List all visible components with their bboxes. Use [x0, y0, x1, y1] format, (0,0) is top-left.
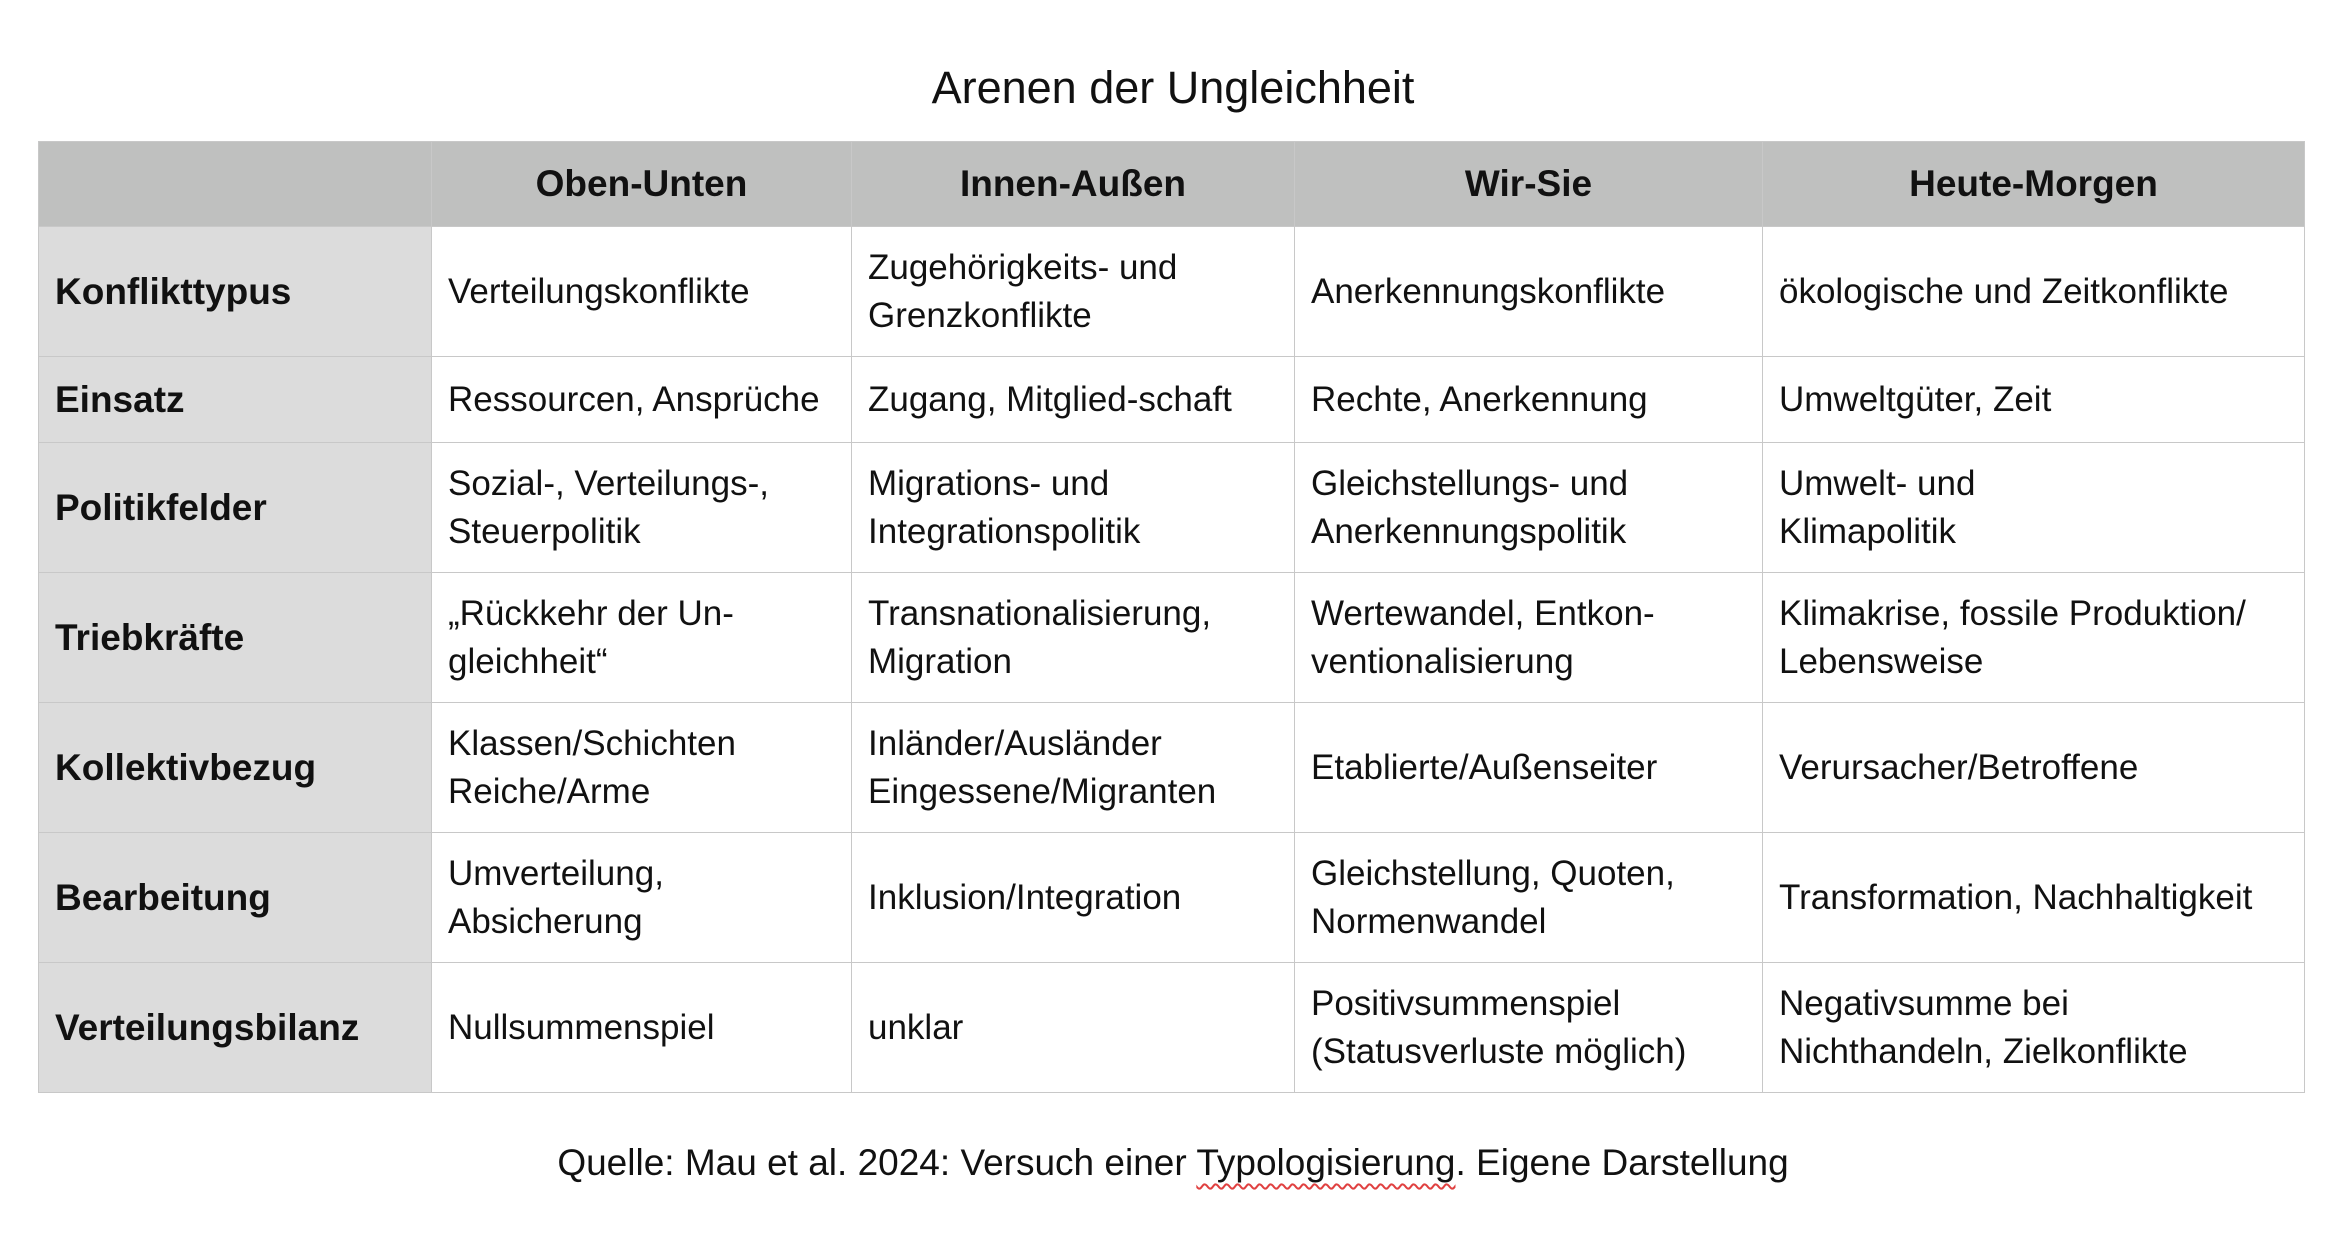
cell-text: Transformation, Nachhaltigkeit	[1779, 877, 2253, 917]
cell-text: ökologische und Zeitkonflikte	[1779, 271, 2229, 311]
column-header-innen-aussen: Innen-Außen	[852, 142, 1295, 227]
page-title: Arenen der Ungleichheit	[931, 62, 1415, 113]
table-cell	[1295, 833, 1763, 963]
table-header-row	[39, 142, 2305, 227]
table-cell	[1763, 703, 2305, 833]
cell-text: Verursacher/Betroffene	[1779, 747, 2139, 787]
spellcheck-flagged-word[interactable]: Typologisierung	[1196, 1142, 1456, 1183]
table-row	[39, 227, 2305, 357]
source-suffix: . Eigene Darstellung	[1455, 1142, 1789, 1183]
table-row	[39, 443, 2305, 573]
table-cell	[852, 573, 1295, 703]
table-cell	[1295, 963, 1763, 1093]
cell-text: Migrations- und Integrationspolitik	[868, 463, 1141, 551]
table-cell	[1763, 443, 2305, 573]
cell-text: Verteilungskonflikte	[448, 271, 750, 311]
cell-text: Transnationalisierung, Migration	[868, 593, 1212, 681]
cell-text: Umwelt- und Klimapolitik	[1779, 463, 1976, 551]
cell-text: Wertewandel, Entkon- ventionalisierung	[1311, 593, 1655, 681]
table-cell	[852, 963, 1295, 1093]
table-cell	[852, 227, 1295, 357]
cell-text: Zugehörigkeits- und Grenzkonflikte	[868, 247, 1178, 335]
cell-text: Ressourcen, Ansprüche	[448, 379, 820, 419]
row-header-bearbeitung: Bearbeitung	[39, 833, 432, 963]
table-row	[39, 573, 2305, 703]
table-cell	[432, 227, 852, 357]
row-header-triebkraefte: Triebkräfte	[39, 573, 432, 703]
table-cell	[852, 443, 1295, 573]
cell-text: Zugang, Mitglied-schaft	[868, 379, 1232, 419]
table-cell	[852, 703, 1295, 833]
table-row	[39, 833, 2305, 963]
inequality-arenas-table	[38, 141, 2305, 1093]
cell-text: Inklusion/Integration	[868, 877, 1182, 917]
cell-text: Rechte, Anerkennung	[1311, 379, 1648, 419]
table-cell	[1295, 357, 1763, 443]
table-cell	[432, 703, 852, 833]
table-cell	[1763, 833, 2305, 963]
row-header-verteilungsbilanz: Verteilungsbilanz	[39, 963, 432, 1093]
header-corner-cell	[39, 142, 432, 227]
table-cell	[1295, 703, 1763, 833]
cell-text: Umweltgüter, Zeit	[1779, 379, 2052, 419]
table-cell	[432, 443, 852, 573]
table-row	[39, 357, 2305, 443]
source-prefix: Quelle: Mau et al. 2024: Versuch einer	[557, 1142, 1197, 1183]
column-header-oben-unten: Oben-Unten	[432, 142, 852, 227]
table-cell	[432, 833, 852, 963]
table-cell	[852, 833, 1295, 963]
table-cell	[1763, 227, 2305, 357]
cell-text: Klassen/Schichten Reiche/Arme	[448, 723, 736, 811]
table-cell	[1763, 963, 2305, 1093]
cell-text: Umverteilung, Absicherung	[448, 853, 664, 941]
cell-text: Nullsummenspiel	[448, 1007, 715, 1047]
table-cell	[432, 963, 852, 1093]
cell-text: Sozial-, Verteilungs-, Steuerpolitik	[448, 463, 769, 551]
column-header-heute-morgen: Heute-Morgen	[1763, 142, 2305, 227]
row-header-einsatz: Einsatz	[39, 357, 432, 443]
cell-text: Gleichstellung, Quoten, Normenwandel	[1311, 853, 1675, 941]
cell-text: „Rückkehr der Un- gleichheit“	[448, 593, 734, 681]
cell-text: Negativsumme bei Nichthandeln, Zielkonflikte	[1779, 983, 2188, 1071]
table-cell	[1763, 573, 2305, 703]
cell-text: Etablierte/Außenseiter	[1311, 747, 1658, 787]
table-cell	[432, 573, 852, 703]
row-header-konflikttypus: Konflikttypus	[39, 227, 432, 357]
cell-text: Positivsummenspiel (Statusverluste möglich)	[1311, 983, 1687, 1071]
table-cell	[432, 357, 852, 443]
column-header-wir-sie: Wir-Sie	[1295, 142, 1763, 227]
cell-text: Klimakrise, fossile Produktion/ Lebensweise	[1779, 593, 2246, 681]
cell-text: unklar	[868, 1007, 964, 1047]
source-caption	[0, 1136, 2346, 1190]
table-cell	[1763, 357, 2305, 443]
cell-text: Anerkennungskonflikte	[1311, 271, 1666, 311]
row-header-politikfelder: Politikfelder	[39, 443, 432, 573]
table-row	[39, 703, 2305, 833]
table-cell	[1295, 227, 1763, 357]
row-header-kollektivbezug: Kollektivbezug	[39, 703, 432, 833]
cell-text: Gleichstellungs- und Anerkennungspolitik	[1311, 463, 1629, 551]
table-cell	[852, 357, 1295, 443]
table-cell	[1295, 443, 1763, 573]
cell-text: Inländer/Ausländer Eingessene/Migranten	[868, 723, 1217, 811]
table-row	[39, 963, 2305, 1093]
table-cell	[1295, 573, 1763, 703]
